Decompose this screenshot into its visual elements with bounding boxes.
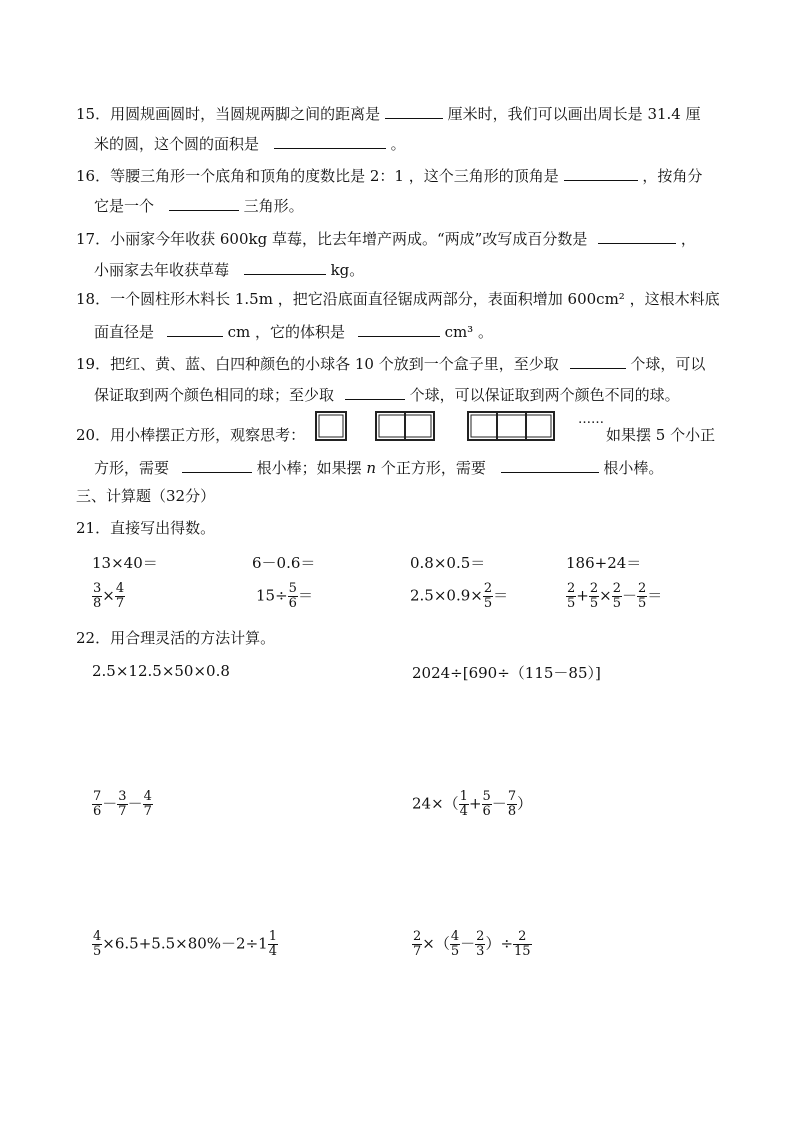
- q15-text-e: 米的圆，这个圆的面积是: [94, 135, 260, 153]
- fraction: $\frac{2}{15}$: [514, 929, 531, 959]
- q17-unit: kg。: [330, 261, 365, 279]
- fraction: $\frac{2}{5}$: [589, 581, 599, 611]
- q21-item-5: $\frac{3}{8}$ × $\frac{4}{7}$: [93, 581, 125, 611]
- question-16-line2: [94, 194, 304, 216]
- question-22-title: 22．用合理灵活的方法计算。: [76, 629, 276, 647]
- q19-blank-same[interactable]: [570, 352, 626, 369]
- fraction: $\frac{2}{5}$: [483, 581, 493, 611]
- q20-variable: n: [366, 459, 377, 477]
- q20-line1-tail: [606, 425, 715, 445]
- q18-area: 600cm²: [567, 290, 625, 308]
- question-19-line1: [76, 352, 705, 374]
- q22-expr-4: 24×（ $\frac{1}{4}$ + $\frac{5}{6}$ － $\frac{7}{8}$ ）: [412, 789, 533, 819]
- question-18-line2: [94, 320, 493, 342]
- q21-item-6: 15÷ $\frac{5}{6}$ ＝: [256, 581, 313, 611]
- q15-text-a: 15．用圆规画圆时，当圆规两脚之间的距离是: [76, 105, 381, 123]
- question-17-line1: [76, 227, 696, 249]
- fraction: $\frac{2}{3}$: [476, 929, 485, 959]
- stick-square-2: [376, 412, 434, 440]
- section-3-heading: 三、计算题（32分）: [76, 487, 216, 505]
- q20-text-a: 20．用小棒摆正方形，观察思考：: [76, 426, 306, 444]
- question-19-line2: [94, 383, 680, 405]
- q18-length: 1.5m: [234, 290, 273, 308]
- q20-text-d: 个小正: [670, 426, 716, 444]
- question-15-line1: [76, 102, 701, 124]
- q17-text-c: 草莓，比去年增产两成。“两成”改写成百分数是: [271, 230, 588, 248]
- q18-unit-cm: cm: [227, 323, 251, 341]
- q16-text-f: 三角形。: [243, 197, 304, 215]
- fraction: $\frac{2}{7}$: [413, 929, 422, 959]
- q17-text-d: ，: [680, 230, 696, 248]
- q17-weight: 600kg: [219, 230, 268, 248]
- q19-text-a: 19．把红、黄、蓝、白四种颜色的小球各: [76, 355, 351, 373]
- q15-text-b: 厘米时，我们可以画出周长是: [447, 105, 643, 123]
- q16-text-a: 16．等腰三角形一个底角和顶角的度数比是: [76, 167, 366, 185]
- q15-blank-area[interactable]: [274, 132, 386, 149]
- stick-square-1: [316, 412, 346, 440]
- q22-expr-5: $\frac{4}{5}$ ×6.5+5.5×80%－2÷1 $\frac{1}{4}$: [93, 929, 277, 959]
- q17-blank-lastyear[interactable]: [244, 258, 326, 275]
- q18-text-f: 面直径是: [94, 323, 155, 341]
- q18-text-j: 。: [477, 323, 493, 341]
- question-17-line2: [94, 258, 364, 280]
- q15-text-d: 厘: [685, 105, 701, 123]
- fraction: $\frac{2}{5}$: [567, 581, 576, 611]
- q19-count: 10: [354, 355, 374, 373]
- fraction: $\frac{2}{5}$: [612, 581, 621, 611]
- q18-blank-diameter[interactable]: [167, 320, 223, 337]
- q19-text-c: 个放到一个盒子里，至少取: [378, 355, 559, 373]
- fraction: $\frac{7}{6}$: [93, 789, 102, 819]
- q19-text-f: 个球，可以保证取到两个颜色不同的球。: [409, 386, 680, 404]
- q21-item-7: 2.5×0.9× $\frac{2}{5}$ ＝: [410, 581, 509, 611]
- q20-blank-five[interactable]: [182, 456, 252, 473]
- q22-expr-6: $\frac{2}{7}$ ×（ $\frac{4}{5}$ － $\frac{2}{3}$ ）÷ $\frac{2}{15}$: [413, 929, 531, 959]
- fraction: $\frac{3}{8}$: [93, 581, 102, 611]
- fraction: $\frac{4}{5}$: [93, 929, 102, 959]
- q17-text-a: 17．小丽家今年收获: [76, 230, 216, 248]
- q18-blank-volume[interactable]: [358, 320, 440, 337]
- q18-text-a: 18．一个圆柱形木料长: [76, 290, 231, 308]
- q20-text-b: 如果摆: [606, 426, 652, 444]
- q15-text-f: 。: [390, 135, 406, 153]
- q20-blank-n[interactable]: [501, 456, 599, 473]
- q21-item-3: 0.8×0.5＝: [410, 554, 486, 572]
- q21-item-4: 186+24＝: [566, 554, 642, 572]
- fraction: $\frac{4}{5}$: [450, 929, 460, 959]
- question-15-line2: [94, 132, 406, 154]
- fraction: $\frac{1}{4}$: [459, 789, 468, 819]
- q22-expr-1: 2.5×12.5×50×0.8: [92, 662, 230, 680]
- fraction: $\frac{2}{5}$: [638, 581, 647, 611]
- fraction: $\frac{7}{8}$: [507, 789, 517, 819]
- q21-item-8: $\frac{2}{5}$ + $\frac{2}{5}$ × $\frac{2}{5}$ － $\frac{2}{5}$ ＝: [567, 581, 663, 611]
- q22-expr-3: $\frac{7}{6}$ － $\frac{3}{7}$ － $\frac{4}{7}$: [93, 789, 152, 819]
- fraction: $\frac{3}{7}$: [118, 789, 127, 819]
- q17-text-e: 小丽家去年收获草莓: [94, 261, 230, 279]
- q20-text-e: 方形，需要: [94, 459, 170, 477]
- q20-count: 5: [655, 426, 666, 444]
- q19-blank-different[interactable]: [345, 383, 405, 400]
- q18-unit-cm3: cm³: [444, 323, 474, 341]
- question-18-line1: [76, 289, 720, 309]
- q15-value-circumference: 31.4: [647, 105, 681, 123]
- q16-text-e: 它是一个: [94, 197, 155, 215]
- q22-expr-2: 2024÷[690÷（115－85）]: [412, 664, 601, 682]
- q16-text-d: ，按角分: [642, 167, 703, 185]
- question-20-line2: [94, 456, 663, 478]
- question-20-line1: [76, 425, 305, 445]
- q20-text-h: 个正方形，需要: [380, 459, 486, 477]
- q21-item-2: 6－0.6＝: [252, 554, 316, 572]
- q20-ellipsis: ……: [578, 412, 604, 427]
- q19-text-e: 保证取到两个颜色相同的球；至少取: [94, 386, 335, 404]
- q19-text-d: 个球，可以: [630, 355, 706, 373]
- q18-text-e: ，这根木料底: [629, 290, 720, 308]
- stick-squares-figure: [312, 408, 572, 444]
- question-21-title: 21．直接写出得数。: [76, 519, 216, 537]
- q16-blank-type[interactable]: [169, 194, 239, 211]
- q16-text-c: ，这个三角形的顶角是: [408, 167, 559, 185]
- question-16-line1: [76, 164, 702, 186]
- fraction: $\frac{1}{4}$: [268, 929, 277, 959]
- q18-text-h: ，它的体积是: [254, 323, 345, 341]
- q15-blank-distance[interactable]: [385, 102, 443, 119]
- q17-blank-percent[interactable]: [598, 227, 676, 244]
- q18-text-c: ，把它沿底面直径锯成两部分，表面积增加: [277, 290, 563, 308]
- q16-blank-angle[interactable]: [564, 164, 638, 181]
- fraction: $\frac{4}{7}$: [115, 581, 125, 611]
- fraction: $\frac{5}{6}$: [482, 789, 491, 819]
- q16-ratio: 2：1: [369, 167, 404, 185]
- stick-square-3: [468, 412, 554, 440]
- q20-text-f: 根小棒；如果摆: [256, 459, 362, 477]
- fraction: $\frac{5}{6}$: [288, 581, 297, 611]
- q20-text-i: 根小棒。: [603, 459, 664, 477]
- q21-item-1: 13×40＝: [92, 554, 158, 572]
- fraction: $\frac{4}{7}$: [143, 789, 152, 819]
